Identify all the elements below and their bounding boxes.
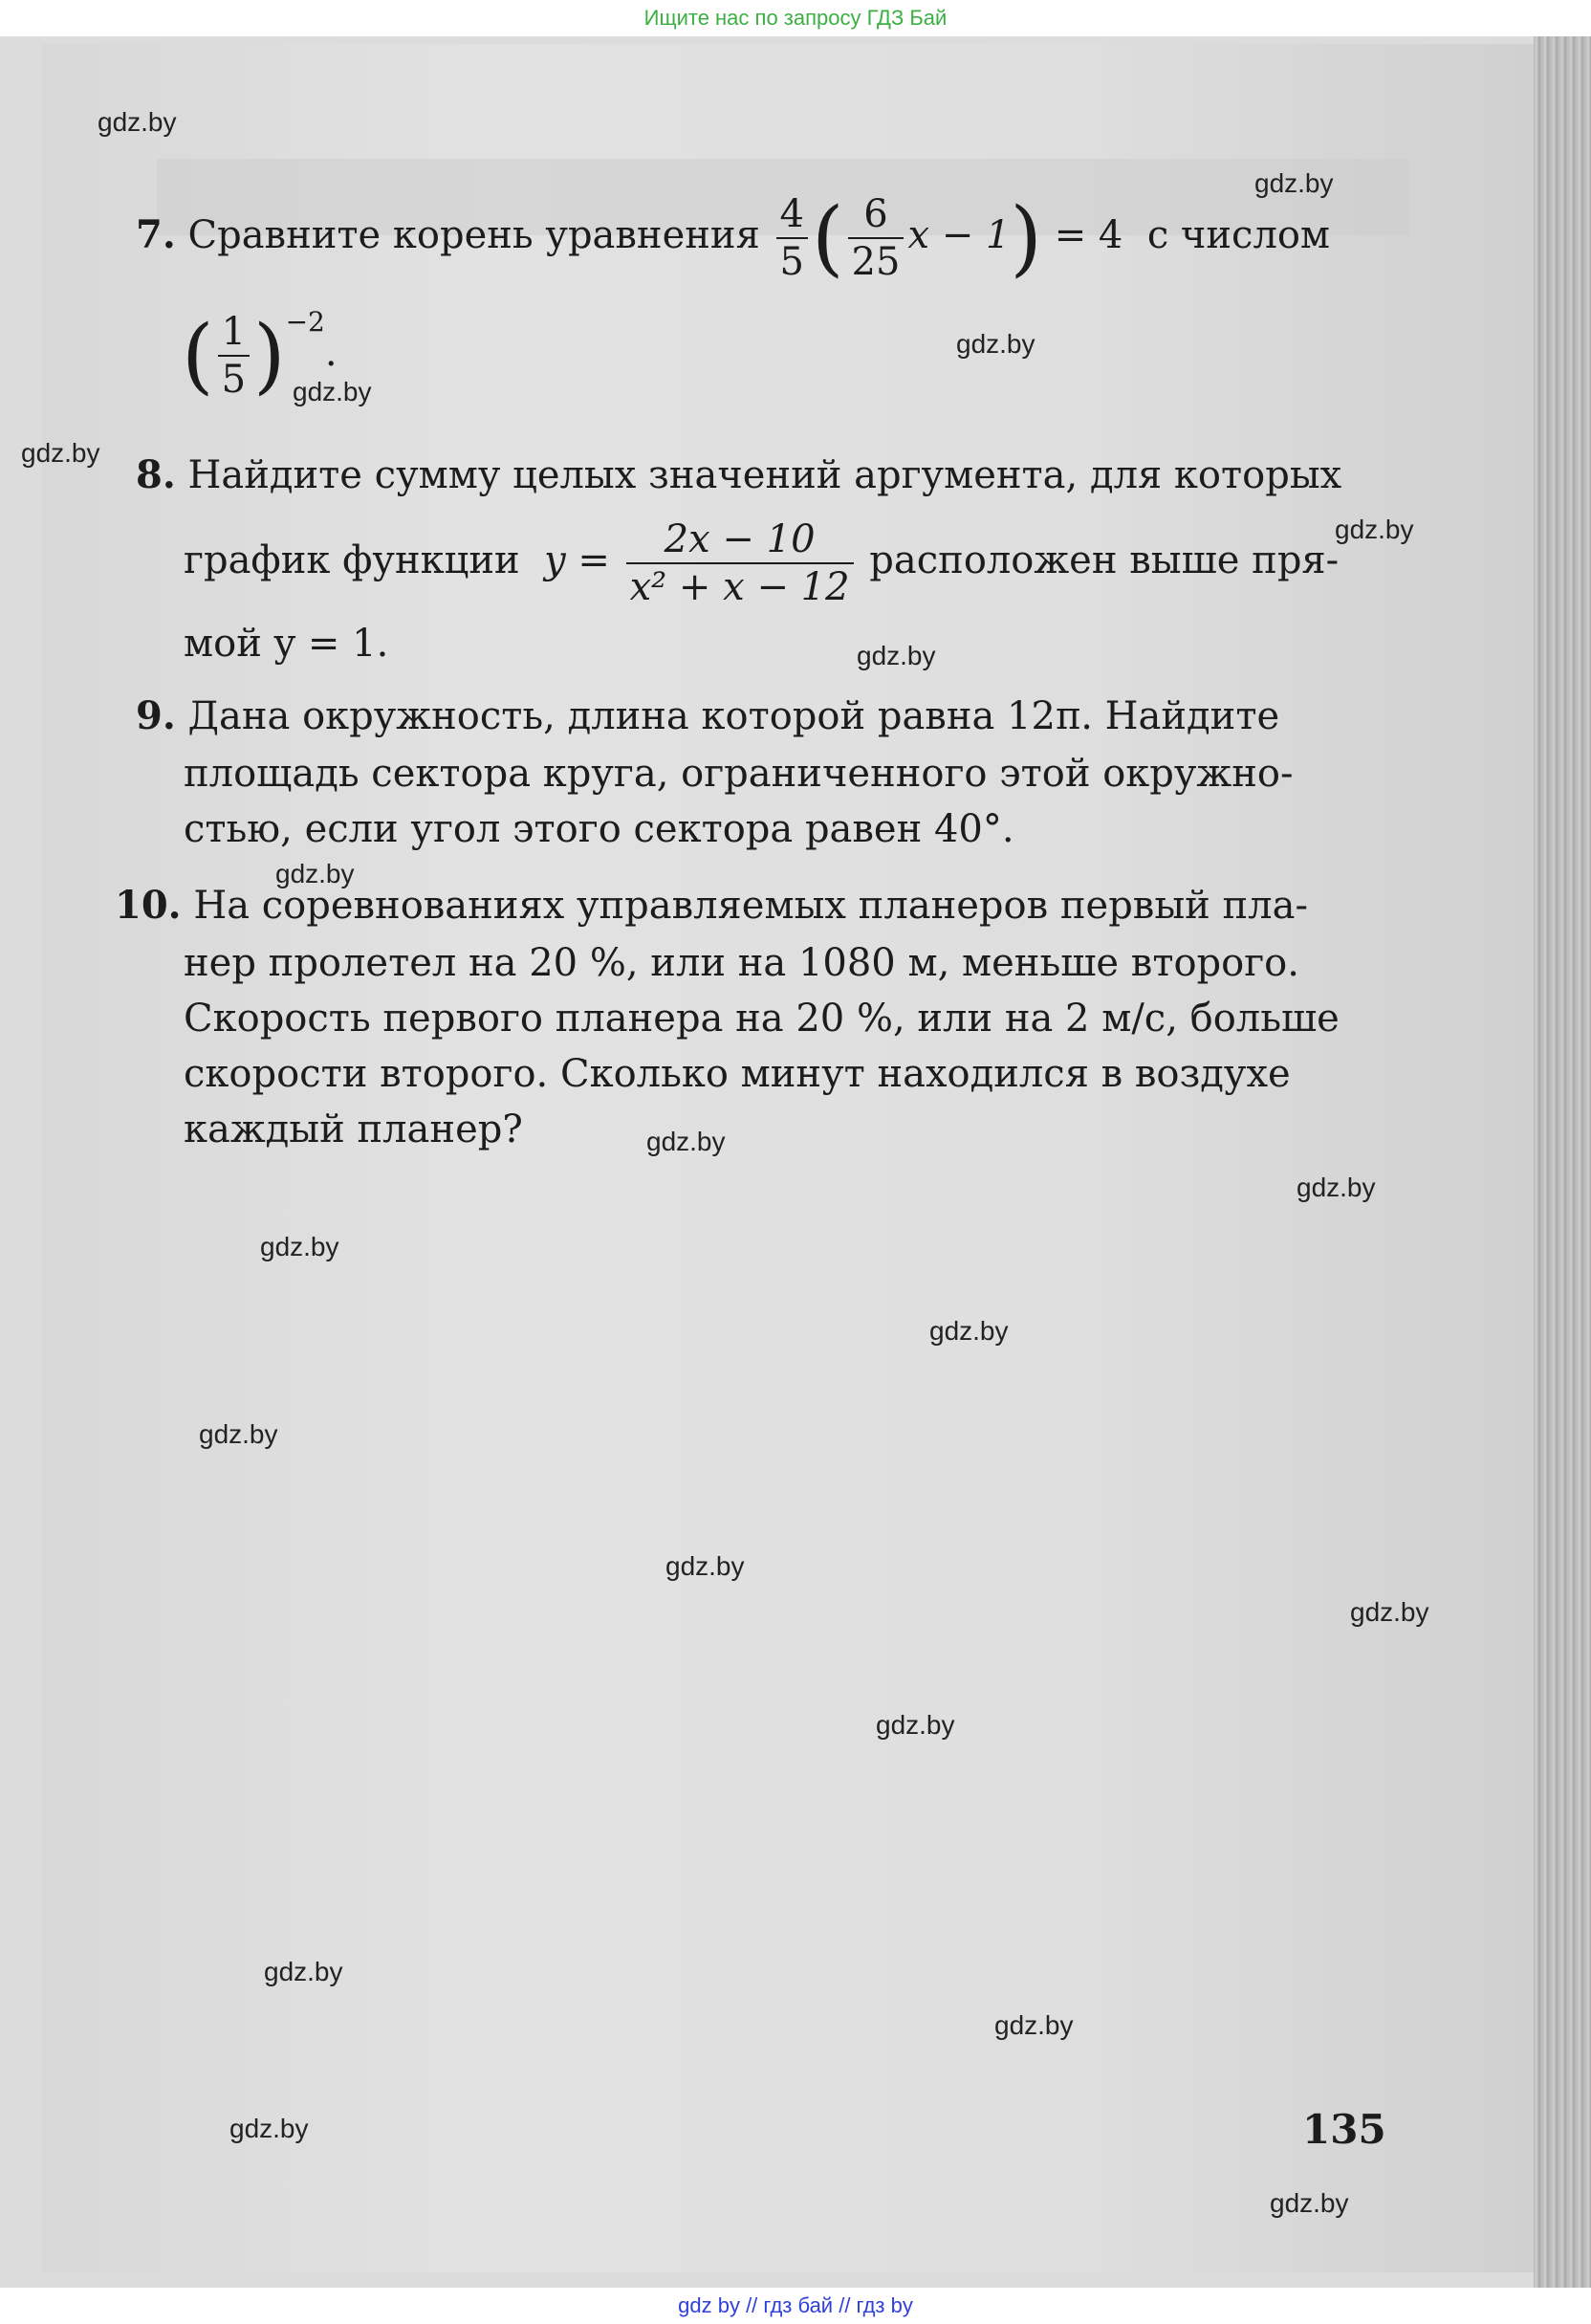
search-hint-bar [0,0,1591,36]
watermark: gdz.by [1350,1597,1429,1627]
left-paren: ( [182,308,214,404]
task-7-period: . [324,331,338,375]
task-8-fraction [626,516,854,610]
watermark: gdz.by [21,438,100,468]
task-9 [136,689,1279,744]
watermark: gdz.by [857,641,936,670]
task-10-line2 [184,935,1299,991]
task-7-line2 [182,295,338,403]
task-8-text-1: Найдите сумму целых значений аргумента, для которых [187,453,1342,497]
task-8-number: 8. [136,452,176,497]
left-paren: ( [811,190,844,286]
watermark: gdz.by [98,107,177,137]
right-paren: ) [253,308,286,404]
task-9-text-2: площадь сектора круга, ограниченного этой окружно- [184,752,1294,796]
task-7-number: 7. [136,212,176,257]
watermark: gdz.by [199,1419,278,1449]
watermark: gdz.by [229,2114,309,2143]
watermark: gdz.by [275,859,355,888]
watermark: gdz.by [956,329,1035,359]
task-7-fraction-a [776,191,808,285]
search-hint-text: Ищите нас по запросу ГДЗ Бай [643,6,948,30]
footer-links-bar [0,2288,1591,2324]
task-7-equals: = 4 [1054,213,1123,257]
task-8-fraction-num: 2x − 10 [626,516,854,564]
task-7-fraction-a-num: 4 [776,191,808,239]
task-8-line3 [184,616,388,671]
task-7-inner-expr: x − 1 [907,213,1011,257]
watermark: gdz.by [646,1127,726,1156]
footer-links[interactable]: gdz by // гдз бай // гдз by [678,2293,913,2317]
task-10-text-5: каждый планер? [184,1107,523,1151]
task-8-text-2a: график функции [184,538,520,582]
book-spine [1534,36,1591,2288]
task-7 [136,191,1330,285]
task-9-line3 [184,801,1014,857]
task-10-text-1: На соревнованиях управляемых планеров первый пла- [193,884,1308,928]
watermark: gdz.by [929,1316,1009,1346]
task-7-exponent: −2 [285,306,325,338]
task-7-fraction-b-num: 6 [848,191,904,239]
watermark: gdz.by [1270,2188,1349,2218]
task-7-fraction-b [848,191,904,285]
task-10-text-2: нер пролетел на 20 %, или на 1080 м, меньше второго. [184,941,1299,985]
task-9-line2 [184,746,1294,801]
task-10-number: 10. [115,883,182,928]
task-10-text-3: Скорость первого планера на 20 %, или на 2 м/с, больше [184,997,1340,1041]
watermark: gdz.by [1297,1173,1376,1202]
watermark: gdz.by [876,1710,955,1740]
task-10-line5 [184,1102,523,1157]
task-8-line1 [136,448,1341,503]
task-10 [115,878,1308,933]
task-7-fraction-a-den: 5 [779,240,804,284]
watermark: gdz.by [264,1957,343,1986]
watermark: gdz.by [665,1551,745,1581]
task-7-fraction-c-den: 5 [221,358,247,402]
task-7-fraction-c-num: 1 [218,309,250,357]
task-10-line4 [184,1046,1291,1102]
task-8-y-equals: y = [544,538,610,582]
task-10-line3 [184,991,1340,1046]
task-10-text-4: скорости второго. Сколько минут находился в воздухе [184,1052,1291,1096]
watermark: gdz.by [1335,515,1414,544]
task-8-line2 [184,516,1339,610]
task-7-text-end: с числом [1146,213,1331,257]
task-7-text: Сравните корень уравнения [187,213,760,257]
task-8-fraction-den: x² + x − 12 [629,565,850,609]
task-9-number: 9. [136,693,176,738]
watermark: gdz.by [260,1232,339,1261]
task-7-fraction-b-den: 25 [851,240,901,284]
task-7-fraction-c [218,309,250,403]
task-9-text-1: Дана окружность, длина которой равна 12π. Найдите [187,694,1280,738]
task-8-text-3: мой y = 1. [184,622,389,666]
task-9-text-3: стью, если угол этого сектора равен 40°. [184,807,1014,851]
watermark: gdz.by [994,2010,1074,2040]
watermark: gdz.by [1254,168,1334,198]
right-paren: ) [1010,190,1042,286]
watermark: gdz.by [293,377,372,406]
page-number: 135 [1302,2106,1386,2153]
task-8-text-2b: расположен выше пря- [869,538,1340,582]
